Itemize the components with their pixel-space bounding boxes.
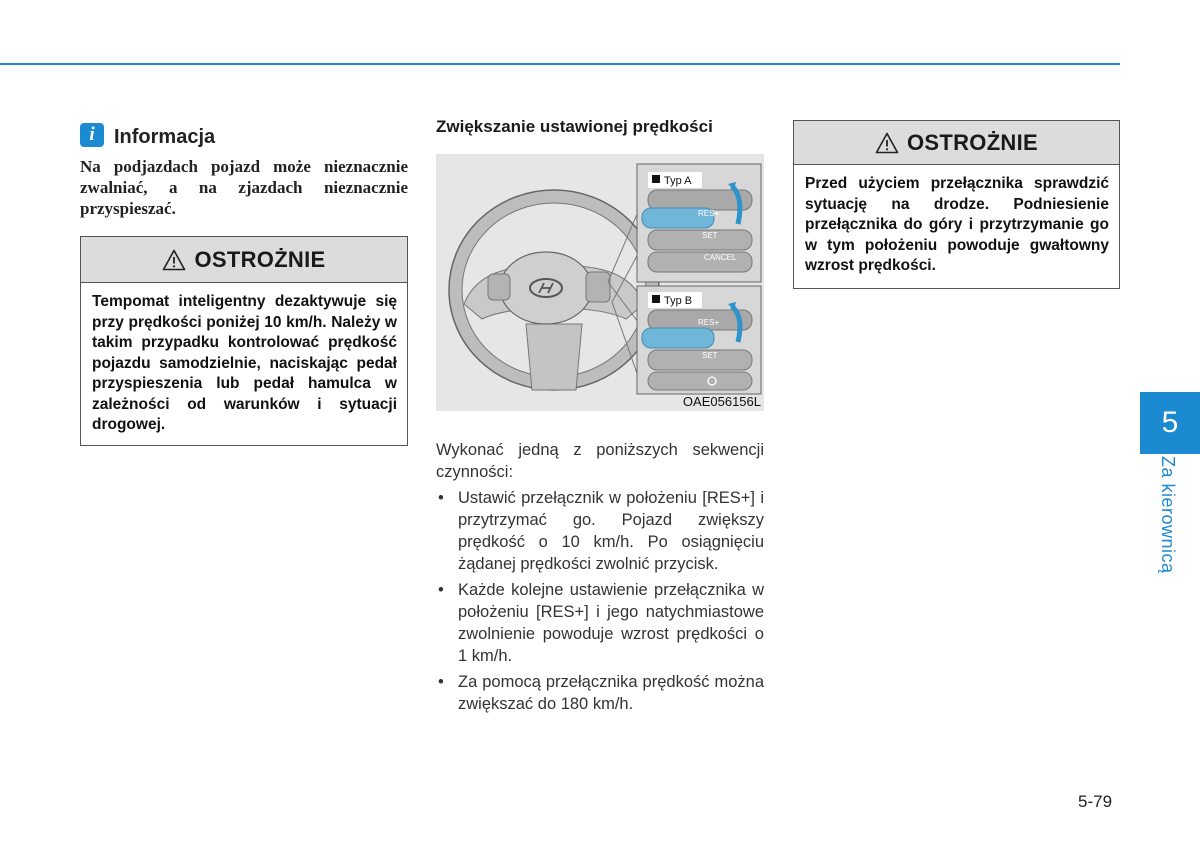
set-label-b: SET (702, 351, 718, 360)
caution-box-left (80, 236, 408, 446)
caution-header (794, 121, 1119, 165)
caution-title: OSTROŻNIE (906, 129, 1039, 155)
caution-box-right (793, 120, 1120, 289)
chapter-tab: 5 (1140, 392, 1200, 454)
warning-triangle-icon (162, 249, 186, 271)
steering-wheel-illustration (436, 154, 764, 411)
page-number: 5-79 (1078, 792, 1113, 811)
intro-text: Wykonać jedną z poniższych sekwencji czynności: (436, 441, 764, 481)
bullet-list (436, 487, 764, 719)
chapter-label: Za kierownicą (1158, 456, 1178, 574)
type-b-label: Typ B (664, 295, 693, 307)
res-label-a: RES+ (698, 209, 720, 218)
caution-body: Tempomat inteligentny dezaktywuje się przy prędkości poniżej 10 km/h. Należy w takim przypadku kontrolować prędkość pojazdu samodzielnie, naciskając pedał przyspieszenia lub pedał hamulca w zależności od warunków i sytuacji drogowej. (92, 293, 397, 433)
list-item: • Ustawić przełącznik w położeniu [RES+] i przytrzymać go. Pojazd zwiększy prędkość o 10 km/h. Po osiągnięciu żądanej prędkości zwolnić przycisk. (436, 487, 764, 575)
info-title: Informacja (114, 126, 216, 148)
section-title: Zwiększanie ustawionej prędkości (436, 117, 713, 136)
steering-wheel-figure (436, 154, 764, 411)
figure-code: OAE056156L (682, 394, 761, 409)
type-a-label: Typ A (664, 175, 692, 187)
info-header (80, 120, 215, 149)
set-label-a: SET (702, 231, 718, 240)
info-icon: i (80, 123, 104, 147)
list-item: • Za pomocą przełącznika prędkość można zwiększać do 180 km/h. (436, 671, 764, 715)
info-body: Na podjazdach pojazd może nieznacznie zwalniać, a na zjazdach nieznacznie przyspieszać. (80, 157, 408, 218)
warning-triangle-icon (875, 132, 899, 154)
caution-title: OSTROŻNIE (194, 246, 326, 272)
caution-body: Przed użyciem przełącznika sprawdzić sytuację na drodze. Podniesienie przełącznika do góry i przytrzymanie go w tym położeniu powoduje gwałtowny wzrost prędkości. (805, 175, 1109, 274)
top-rule (0, 63, 1120, 65)
list-item: • Każde kolejne ustawienie przełącznika w położeniu [RES+] i jego natychmiastowe zwolnienie powoduje wzrost prędkości o 1 km/h. (436, 579, 764, 667)
res-label-b: RES+ (698, 318, 720, 327)
caution-header (81, 237, 407, 283)
cancel-label: CANCEL (704, 253, 737, 262)
